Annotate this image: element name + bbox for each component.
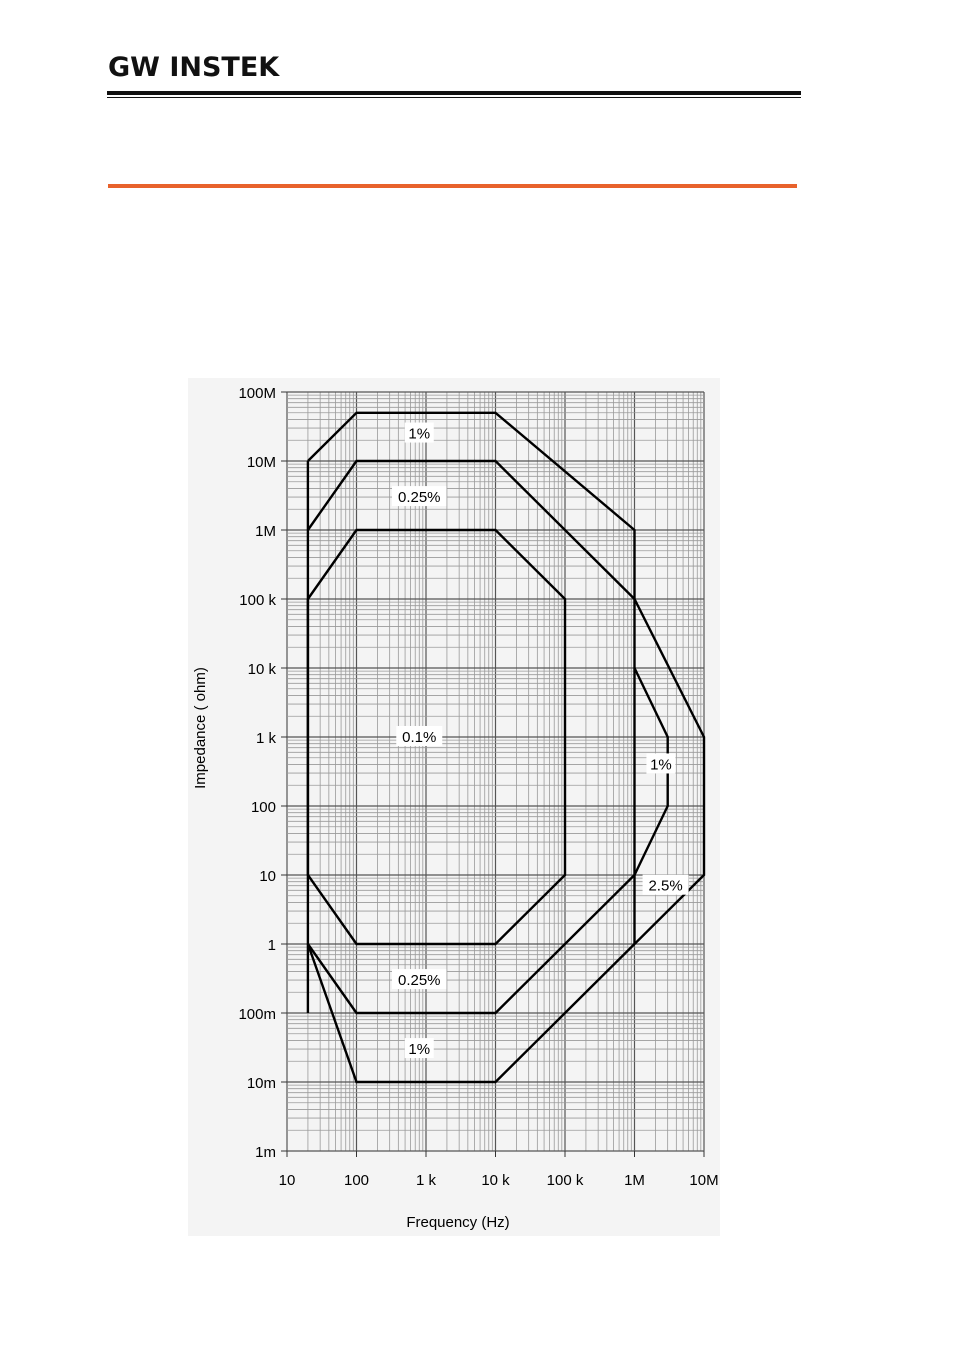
y-tick-label: 1 k xyxy=(255,730,276,747)
y-tick-label: 1m xyxy=(255,1144,276,1161)
region-label: 1% xyxy=(408,1041,431,1059)
region-label: 1% xyxy=(408,425,431,443)
region-label: 0.1% xyxy=(402,729,437,746)
brand-logo: GW INSTEK xyxy=(108,52,280,83)
x-tick-label: 10 xyxy=(278,1172,296,1189)
x-tick-label: 10 k xyxy=(481,1172,510,1189)
region-label: 1% xyxy=(650,756,672,774)
y-tick-label: 100 k xyxy=(239,592,276,609)
y-tick-label: 100 xyxy=(250,799,276,816)
y-tick-label: 10m xyxy=(246,1075,276,1092)
y-tick-label: 10 k xyxy=(247,661,276,678)
region-label: 0.25% xyxy=(397,489,441,507)
x-tick-label: 100 xyxy=(343,1172,370,1189)
x-tick-label: 100 k xyxy=(546,1172,584,1189)
y-tick-label: 1M xyxy=(255,523,276,540)
y-axis-label: Impedance ( ohm) xyxy=(192,667,209,789)
x-tick-label: 10M xyxy=(689,1172,719,1189)
y-tick-label: 100m xyxy=(238,1006,276,1023)
x-tick-label: 1 k xyxy=(415,1172,437,1189)
region-label: 0.25% xyxy=(397,972,441,990)
y-tick-label: 1 xyxy=(267,937,276,954)
y-tick-label: 10 xyxy=(259,868,276,885)
region-label: 2.5% xyxy=(648,877,683,895)
y-tick-label: 100M xyxy=(238,385,276,402)
x-tick-label: 1M xyxy=(624,1172,645,1189)
y-tick-label: 10M xyxy=(246,454,276,471)
x-axis-label: Frequency (Hz) xyxy=(406,1214,510,1231)
